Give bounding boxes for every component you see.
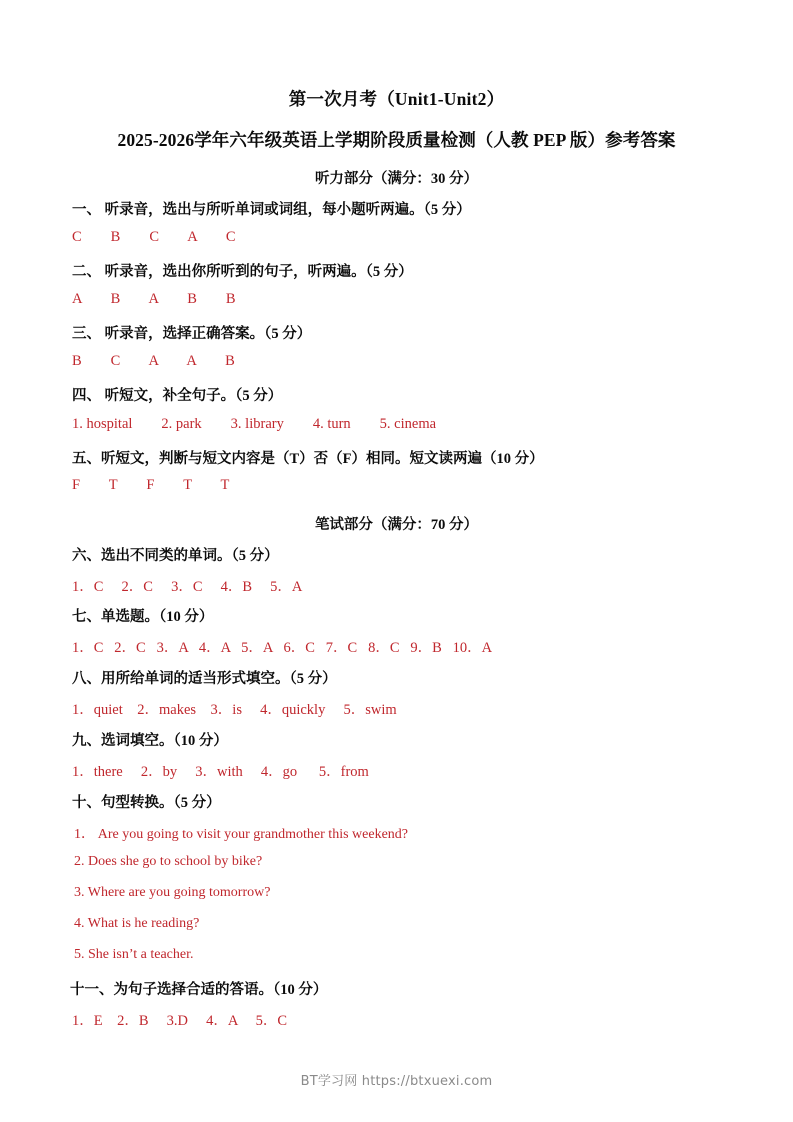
answer-row-8: 1．quiet 2．makes 3．is 4．quickly 5．swim <box>72 702 397 718</box>
question-heading-8: 八、用所给单词的适当形式填空。（5 分） <box>72 671 337 687</box>
answer-sentence-10-3: 3. Where are you going tomorrow? <box>74 885 271 900</box>
question-heading-4: 四、 听短文，补全句子。（5 分） <box>72 388 283 404</box>
answer-sentence-10-1: 1． Are you going to visit your grandmother this weekend? <box>74 827 408 842</box>
answer-row-1: C B C A C <box>72 229 236 245</box>
page-title-line2: 2025-2026学年六年级英语上学期阶段质量检测（人教 PEP 版）参考答案 <box>117 130 676 150</box>
answer-row-7: 1．C 2．C 3．A 4．A 5．A 6．C 7．C 8．C 9．B 10．A <box>72 640 493 656</box>
question-heading-6: 六、选出不同类的单词。（5 分） <box>72 548 279 564</box>
answer-sentence-10-4: 4. What is he reading? <box>74 916 200 931</box>
written-part-heading: 笔试部分（满分：70 分） <box>314 517 479 533</box>
answer-sentence-10-5: 5. She isn’t a teacher. <box>74 947 194 962</box>
listening-part-heading: 听力部分（满分：30 分） <box>314 171 479 187</box>
question-heading-1: 一、 听录音，选出与所听单词或词组，每小题听两遍。（5 分） <box>72 202 471 218</box>
site-watermark: BT学习网 https://btxuexi.com <box>300 1074 493 1089</box>
answer-row-6: 1．C 2．C 3．C 4．B 5．A <box>72 579 303 595</box>
question-heading-2: 二、 听录音，选出你所听到的句子，听两遍。（5 分） <box>72 264 413 280</box>
answer-row-11: 1．E 2．B 3.D 4．A 5．C <box>72 1013 288 1029</box>
question-heading-5: 五、听短文，判断与短文内容是（T）否（F）相同。短文读两遍（10 分） <box>72 451 544 467</box>
page-title-line1: 第一次月考（Unit1-Unit2） <box>288 89 505 109</box>
answer-row-2: A B A B B <box>72 291 236 307</box>
question-heading-10: 十、句型转换。（5 分） <box>72 795 221 811</box>
answer-row-9: 1．there 2．by 3．with 4．go 5．from <box>72 764 369 780</box>
question-heading-9: 九、选词填空。（10 分） <box>72 733 228 749</box>
answer-sentence-10-2: 2. Does she go to school by bike? <box>74 854 263 869</box>
question-heading-11: 十一、为句子选择合适的答语。（10 分） <box>70 982 328 998</box>
answer-row-5: F T F T T <box>72 477 230 493</box>
question-heading-3: 三、 听录音，选择正确答案。（5 分） <box>72 326 312 342</box>
answer-row-4: 1. hospital 2. park 3. library 4. turn 5. cinema <box>72 416 437 432</box>
answer-row-3: B C A A B <box>72 353 235 369</box>
question-heading-7: 七、单选题。（10 分） <box>72 609 214 625</box>
